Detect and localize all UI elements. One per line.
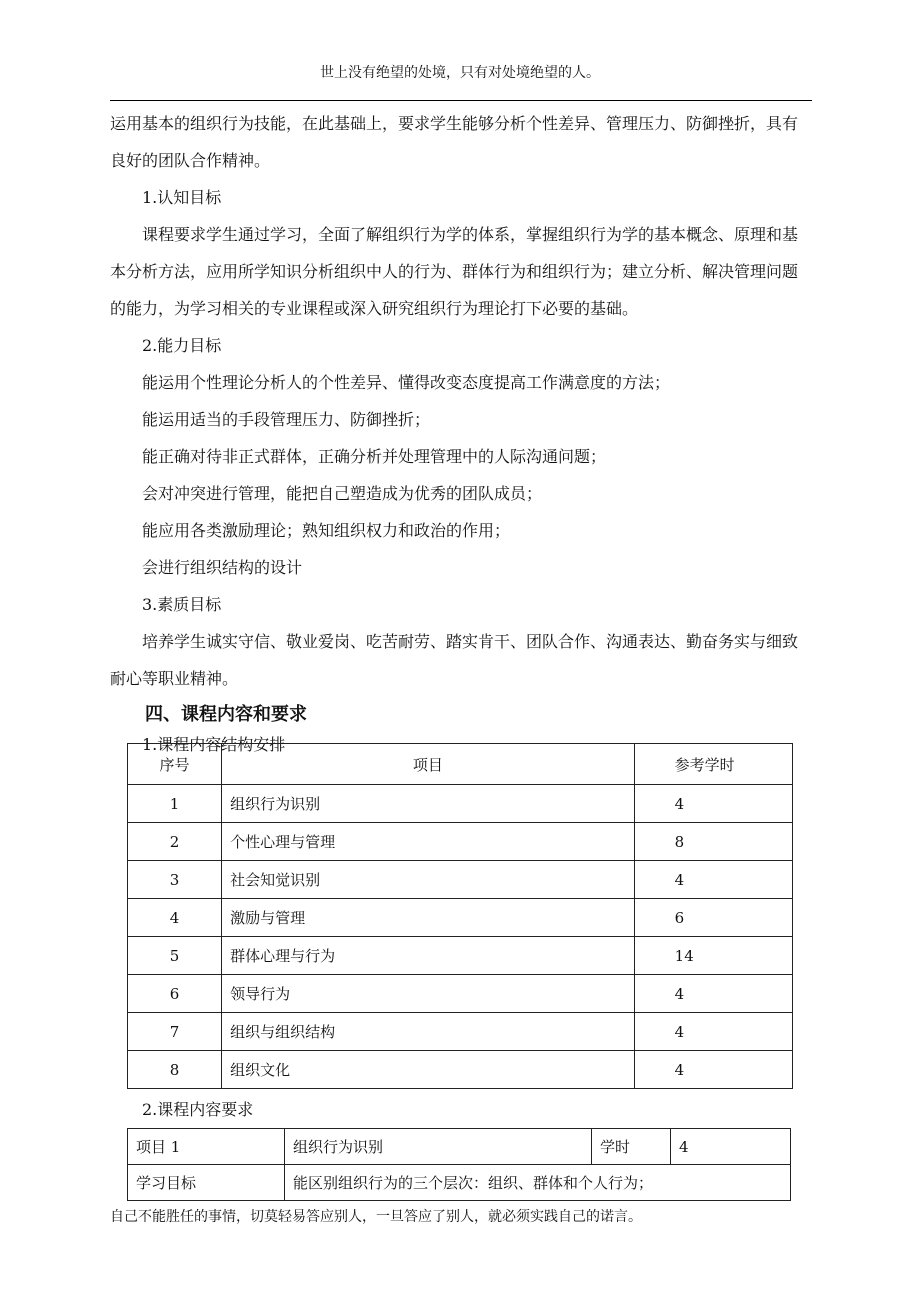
course-requirements-table <box>127 1128 791 1201</box>
table-row <box>128 1051 793 1089</box>
structure-caption: 1.课程内容结构安排 <box>142 735 286 754</box>
req-hours-value: 4 <box>671 1129 791 1165</box>
req-goal-text: 能区别组织行为的三个层次：组织、群体和个人行为； <box>285 1165 791 1201</box>
cell-hours: 14 <box>634 937 792 975</box>
cell-no: 7 <box>128 1013 222 1051</box>
cell-no: 8 <box>128 1051 222 1089</box>
course-structure-table <box>127 743 793 1089</box>
ability-item: 能运用适当的手段管理压力、防御挫折； <box>142 410 431 429</box>
cell-hours: 4 <box>634 1051 792 1089</box>
table-row <box>128 1013 793 1051</box>
cell-no: 6 <box>128 975 222 1013</box>
ability-item: 能应用各类激励理论；熟知组织权力和政治的作用； <box>142 521 511 540</box>
requirements-caption: 2.课程内容要求 <box>142 1100 254 1119</box>
req-hours-label: 学时 <box>592 1129 671 1165</box>
ability-heading: 2.能力目标 <box>142 336 222 355</box>
table-row <box>128 861 793 899</box>
ability-item: 能正确对待非正式群体，正确分析并处理管理中的人际沟通问题； <box>142 447 607 466</box>
header-item: 项目 <box>222 744 635 785</box>
req-row-project <box>128 1129 791 1165</box>
req-goal-label: 学习目标 <box>128 1165 285 1201</box>
cell-no: 5 <box>128 937 222 975</box>
cell-item: 组织行为识别 <box>222 785 635 823</box>
cell-hours: 8 <box>634 823 792 861</box>
header-divider <box>110 100 812 101</box>
table-header-row <box>128 744 793 785</box>
cell-hours: 4 <box>634 975 792 1013</box>
cell-hours: 4 <box>634 785 792 823</box>
cell-item: 领导行为 <box>222 975 635 1013</box>
cell-item: 组织与组织结构 <box>222 1013 635 1051</box>
cell-item: 群体心理与行为 <box>222 937 635 975</box>
table-row <box>128 823 793 861</box>
section-title: 四、课程内容和要求 <box>145 704 307 725</box>
req-row-goal <box>128 1165 791 1201</box>
cell-no: 4 <box>128 899 222 937</box>
req-project-label: 项目 1 <box>128 1129 285 1165</box>
cognitive-heading: 1.认知目标 <box>142 188 222 207</box>
quality-paragraph: 培养学生诚实守信、敬业爱岗、吃苦耐劳、踏实肯干、团队合作、沟通表达、勤奋务实与细致耐心等职业精神。 <box>110 632 799 688</box>
cell-no: 1 <box>128 785 222 823</box>
req-project-name: 组织行为识别 <box>285 1129 592 1165</box>
ability-item: 会进行组织结构的设计 <box>142 558 303 577</box>
cell-no: 3 <box>128 861 222 899</box>
document-body <box>110 105 812 759</box>
header-hours: 参考学时 <box>634 744 792 785</box>
table-row <box>128 899 793 937</box>
cell-hours: 4 <box>634 1013 792 1051</box>
ability-item: 会对冲突进行管理，能把自己塑造成为优秀的团队成员； <box>142 484 543 503</box>
cell-item: 社会知觉识别 <box>222 861 635 899</box>
table-row <box>128 975 793 1013</box>
table-row <box>128 937 793 975</box>
cell-item: 组织文化 <box>222 1051 635 1089</box>
cell-hours: 4 <box>634 861 792 899</box>
table-row <box>128 785 793 823</box>
cell-hours: 6 <box>634 899 792 937</box>
quality-heading: 3.素质目标 <box>142 595 222 614</box>
intro-paragraph: 运用基本的组织行为技能，在此基础上，要求学生能够分析个性差异、管理压力、防御挫折，具有良好的团队合作精神。 <box>110 114 799 170</box>
page-footer-motto: 自己不能胜任的事情，切莫轻易答应别人，一旦答应了别人，就必须实践自己的诺言。 <box>110 1209 642 1225</box>
cell-item: 个性心理与管理 <box>222 823 635 861</box>
page-header-motto: 世上没有绝望的处境，只有对处境绝望的人。 <box>320 65 600 81</box>
cell-no: 2 <box>128 823 222 861</box>
cell-item: 激励与管理 <box>222 899 635 937</box>
ability-item: 能运用个性理论分析人的个性差异、懂得改变态度提高工作满意度的方法； <box>142 373 671 392</box>
header-no: 序号 <box>128 744 222 785</box>
cognitive-paragraph: 课程要求学生通过学习，全面了解组织行为学的体系，掌握组织行为学的基本概念、原理和基本分析方法，应用所学知识分析组织中人的行为、群体行为和组织行为；建立分析、解决管理问题的能力，为学习相关的专业课程或深入研究组织行为理论打下必要的基础。 <box>110 225 799 318</box>
